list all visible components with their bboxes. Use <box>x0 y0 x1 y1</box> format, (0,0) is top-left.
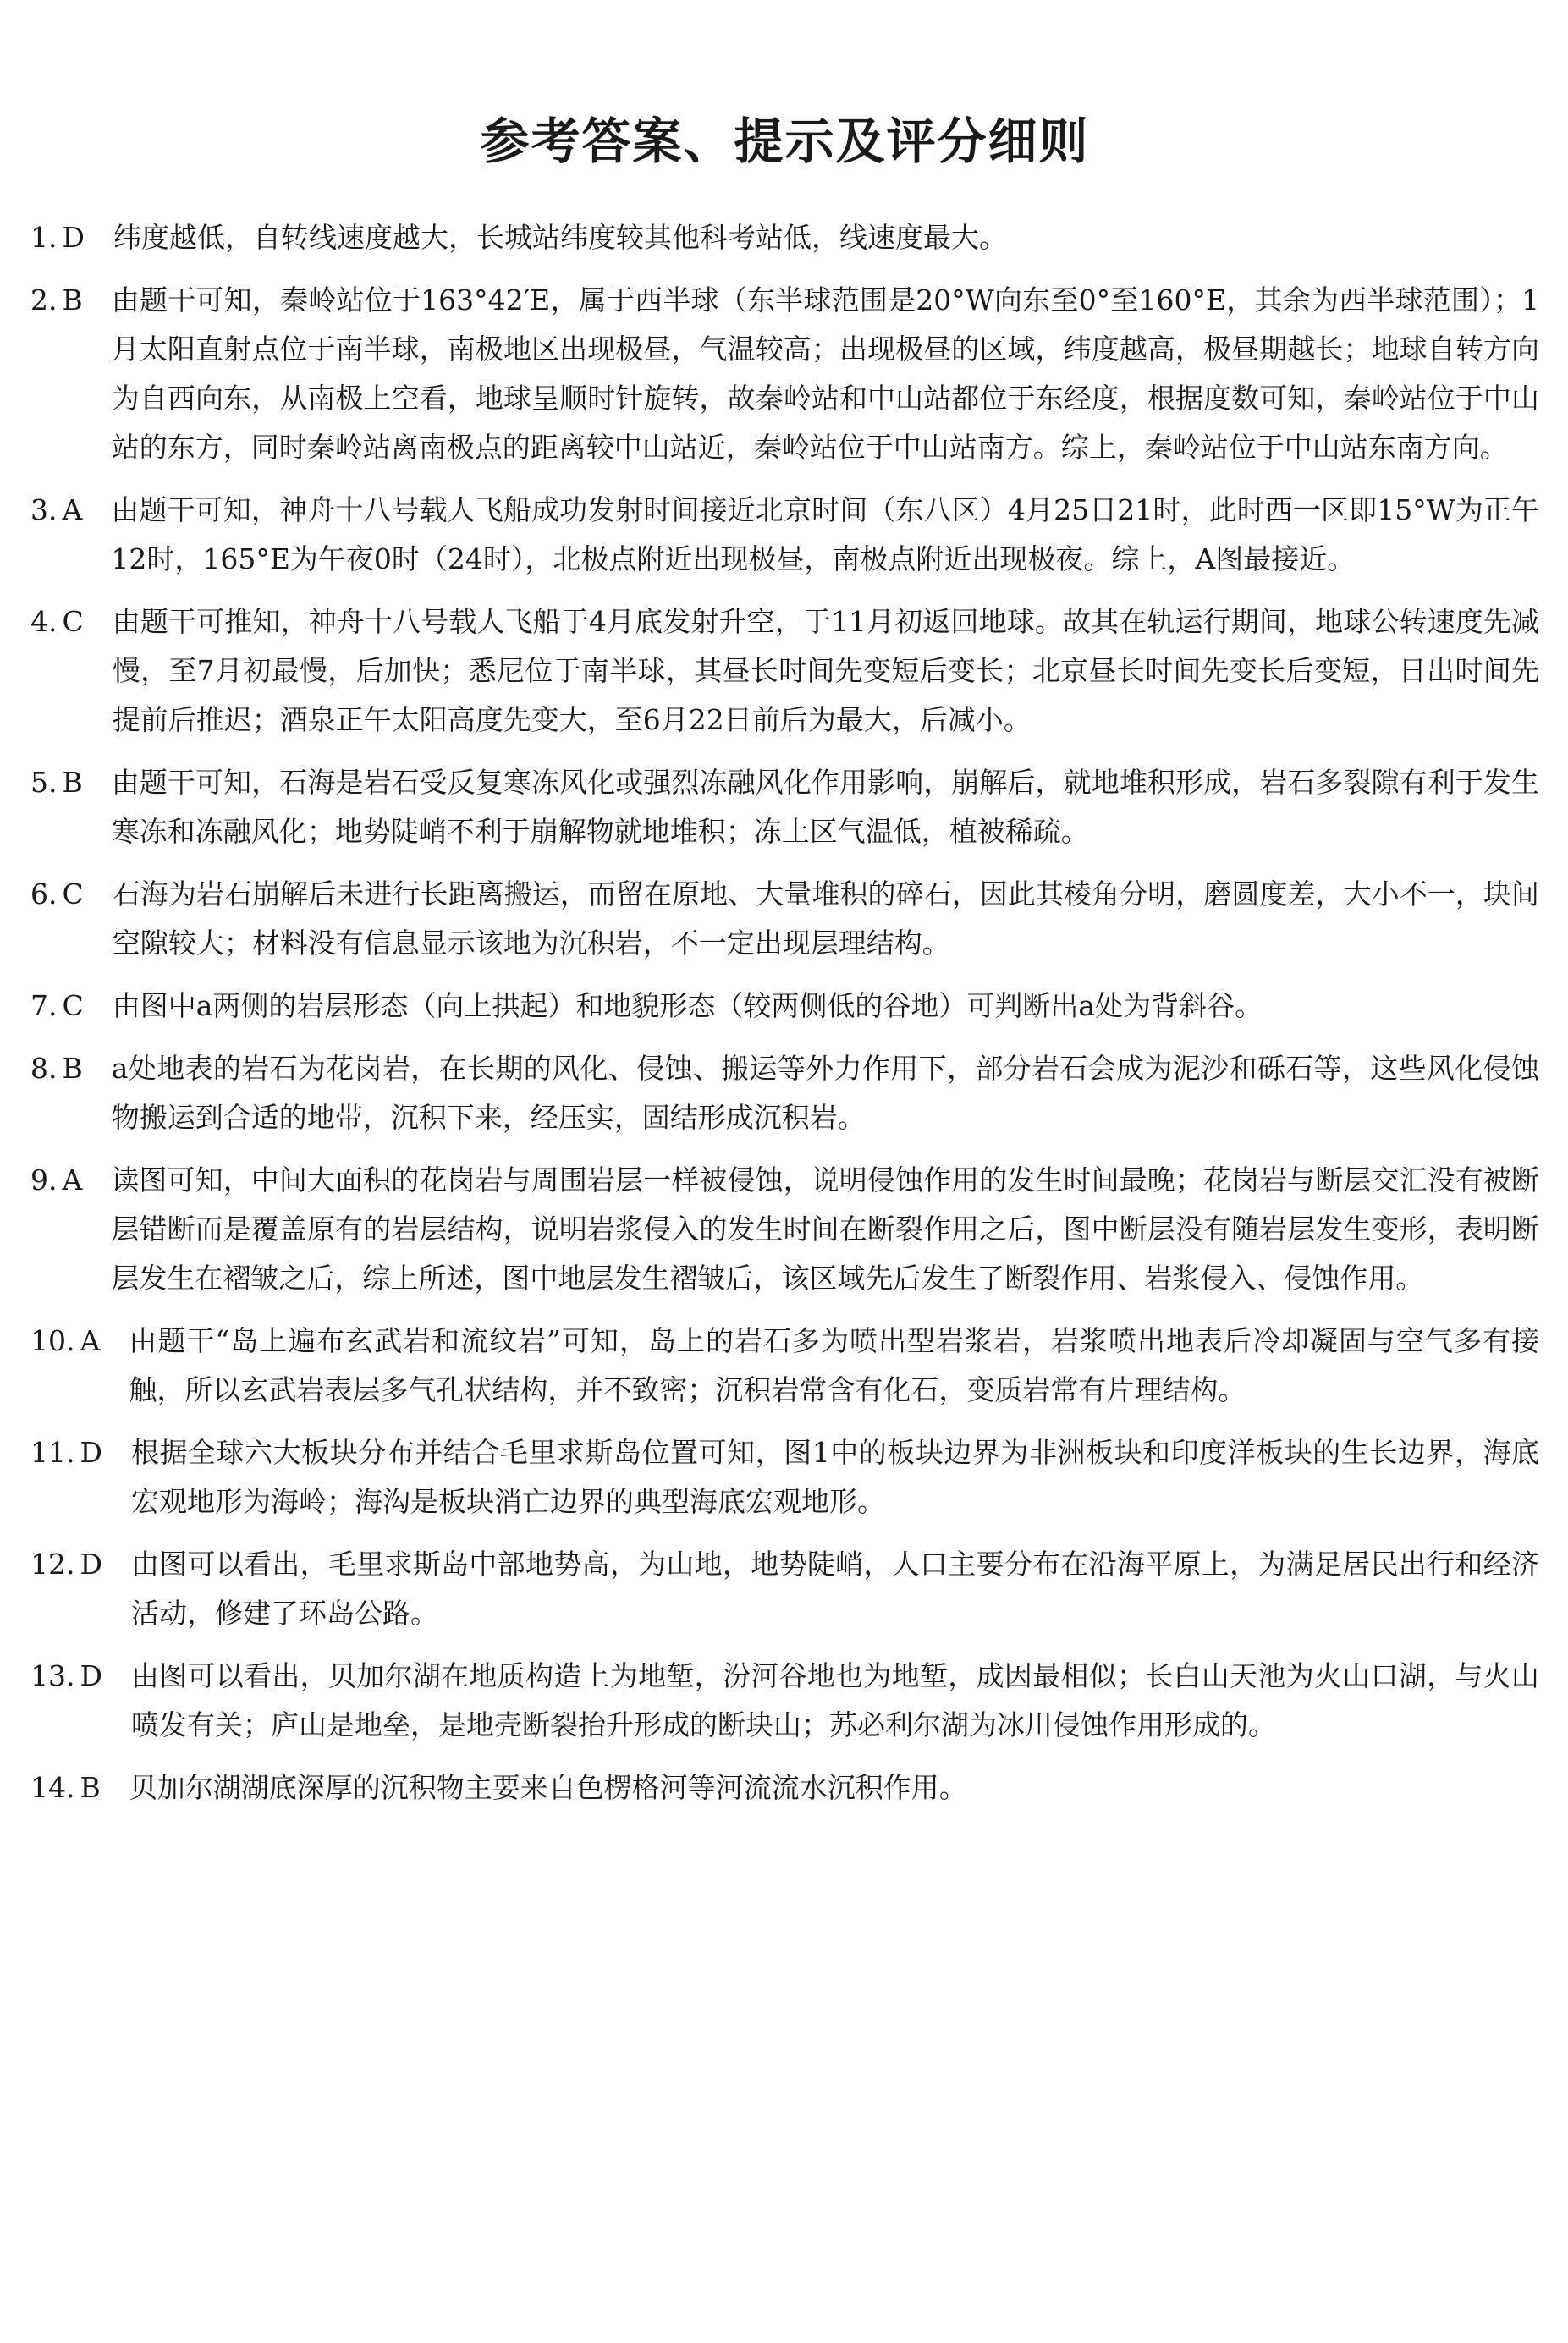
question-number: 4. <box>30 605 58 638</box>
answer-letter: C <box>62 877 84 910</box>
explanation-text: 贝加尔湖湖底深厚的沉积物主要来自色楞格河等河流流水沉积作用。 <box>129 1771 967 1804</box>
answer-item-14 <box>30 1763 1539 1812</box>
explanation-text: 由题干可知，秦岭站位于163°42′E，属于西半球（东半球范围是20°W向东至0°至160°E，其余为西半球范围）；1月太阳直射点位于南半球，南极地区出现极昼，气温较高；出现极昼的区域，纬度越高，极昼期越长；地球自转方向为自西向东，从南极上空看，地球呈顺时针旋转，故秦岭站和中山站都位于东经度，根据度数可知，秦岭站位于中山站的东方，同时秦岭站离南极点的距离较中山站近，秦岭站位于中山站南方。综上，秦岭站位于中山站东南方向。 <box>111 283 1539 464</box>
question-number: 1. <box>30 221 58 254</box>
answer-letter: B <box>80 1771 101 1804</box>
explanation-text: 由图可以看出，毛里求斯岛中部地势高，为山地，地势陡峭，人口主要分布在沿海平原上，为满足居民出行和经济活动，修建了环岛公路。 <box>130 1548 1539 1630</box>
question-number: 2. <box>30 283 58 316</box>
question-number: 13. <box>30 1659 75 1692</box>
answer-letter: A <box>62 1163 83 1196</box>
explanation-text: a处地表的岩石为花岗岩，在长期的风化、侵蚀、搬运等外力作用下，部分岩石会成为泥沙和砾石等，这些风化侵蚀物搬运到合适的地带，沉积下来，经压实，固结形成沉积岩。 <box>111 1052 1539 1134</box>
answer-item-9 <box>30 1156 1539 1303</box>
explanation-text: 由题干可知，石海是岩石受反复寒冻风化或强烈冻融风化作用影响，崩解后，就地堆积形成，岩石多裂隙有利于发生寒冻和冻融风化；地势陡峭不利于崩解物就地堆积；冻土区气温低，植被稀疏。 <box>111 766 1539 848</box>
answer-item-6 <box>30 870 1539 968</box>
answer-item-8 <box>30 1044 1539 1142</box>
answer-item-13 <box>30 1652 1539 1750</box>
question-number: 14. <box>30 1771 75 1804</box>
question-number: 10. <box>30 1324 75 1357</box>
question-number: 11. <box>30 1436 75 1469</box>
answer-item-12 <box>30 1540 1539 1638</box>
answer-letter: B <box>62 283 83 316</box>
page-title: 参考答案、提示及评分细则 <box>480 113 1090 170</box>
answer-letter: B <box>62 1052 83 1085</box>
question-number: 5. <box>30 766 58 799</box>
answer-item-11 <box>30 1428 1539 1526</box>
answer-letter: D <box>80 1659 102 1692</box>
answer-letter: A <box>62 493 83 526</box>
explanation-text: 由题干“岛上遍布玄武岩和流纹岩”可知，岛上的岩石多为喷出型岩浆岩，岩浆喷出地表后冷却凝固与空气多有接触，所以玄武岩表层多气孔状结构，并不致密；沉积岩常含有化石，变质岩常有片理结构。 <box>129 1324 1539 1406</box>
explanation-text: 根据全球六大板块分布并结合毛里求斯岛位置可知，图1中的板块边界为非洲板块和印度洋板块的生长边界，海底宏观地形为海岭；海沟是板块消亡边界的典型海底宏观地形。 <box>130 1436 1539 1518</box>
question-number: 12. <box>30 1548 75 1581</box>
answer-item-2 <box>30 276 1539 472</box>
answer-letter: C <box>62 989 84 1022</box>
answer-item-7 <box>30 982 1539 1031</box>
explanation-text: 纬度越低，自转线速度越大，长城站纬度较其他科考站低，线速度最大。 <box>113 221 1007 254</box>
question-number: 8. <box>30 1052 58 1085</box>
question-number: 9. <box>30 1163 58 1196</box>
answer-item-3 <box>30 486 1539 584</box>
answer-item-10 <box>30 1317 1539 1415</box>
question-number: 6. <box>30 877 58 910</box>
question-number: 7. <box>30 989 58 1022</box>
explanation-text: 由题干可推知，神舟十八号载人飞船于4月底发射升空，于11月初返回地球。故其在轨运行期间，地球公转速度先减慢，至7月初最慢，后加快；悉尼位于南半球，其昼长时间先变短后变长；北京昼长时间先变长后变短，日出时间先提前后推迟；酒泉正午太阳高度先变大，至6月22日前后为最大，后减小。 <box>112 605 1539 736</box>
answer-letter: B <box>62 766 83 799</box>
answer-item-5 <box>30 758 1539 856</box>
answer-item-1 <box>30 213 1539 262</box>
explanation-text: 由图可以看出，贝加尔湖在地质构造上为地堑，汾河谷地也为地堑，成因最相似；长白山天池为火山口湖，与火山喷发有关；庐山是地垒，是地壳断裂抬升形成的断块山；苏必利尔湖为冰川侵蚀作用形成的。 <box>130 1659 1539 1741</box>
answer-letter: D <box>62 221 85 254</box>
answer-item-4 <box>30 597 1539 745</box>
question-number: 3. <box>30 493 58 526</box>
answer-letter: D <box>80 1548 102 1581</box>
explanation-text: 由图中a两侧的岩层形态（向上拱起）和地貌形态（较两侧低的谷地）可判断出a处为背斜谷。 <box>112 989 1263 1022</box>
explanation-text: 读图可知，中间大面积的花岗岩与周围岩层一样被侵蚀，说明侵蚀作用的发生时间最晚；花岗岩与断层交汇没有被断层错断而是覆盖原有的岩层结构，说明岩浆侵入的发生时间在断裂作用之后，图中断层没有随岩层发生变形，表明断层发生在褶皱之后，综上所述，图中地层发生褶皱后，该区域先后发生了断裂作用、岩浆侵入、侵蚀作用。 <box>111 1163 1539 1295</box>
explanation-text: 由题干可知，神舟十八号载人飞船成功发射时间接近北京时间（东八区）4月25日21时，此时西一区即15°W为正午12时，165°E为午夜0时（24时），北极点附近出现极昼，南极点附近出现极夜。综上，A图最接近。 <box>111 493 1539 575</box>
explanation-text: 石海为岩石崩解后未进行长距离搬运，而留在原地、大量堆积的碎石，因此其棱角分明，磨圆度差，大小不一，块间空隙较大；材料没有信息显示该地为沉积岩，不一定出现层理结构。 <box>112 877 1539 960</box>
answer-letter: C <box>62 605 84 638</box>
answer-letter: A <box>80 1324 101 1357</box>
answer-letter: D <box>80 1436 102 1469</box>
